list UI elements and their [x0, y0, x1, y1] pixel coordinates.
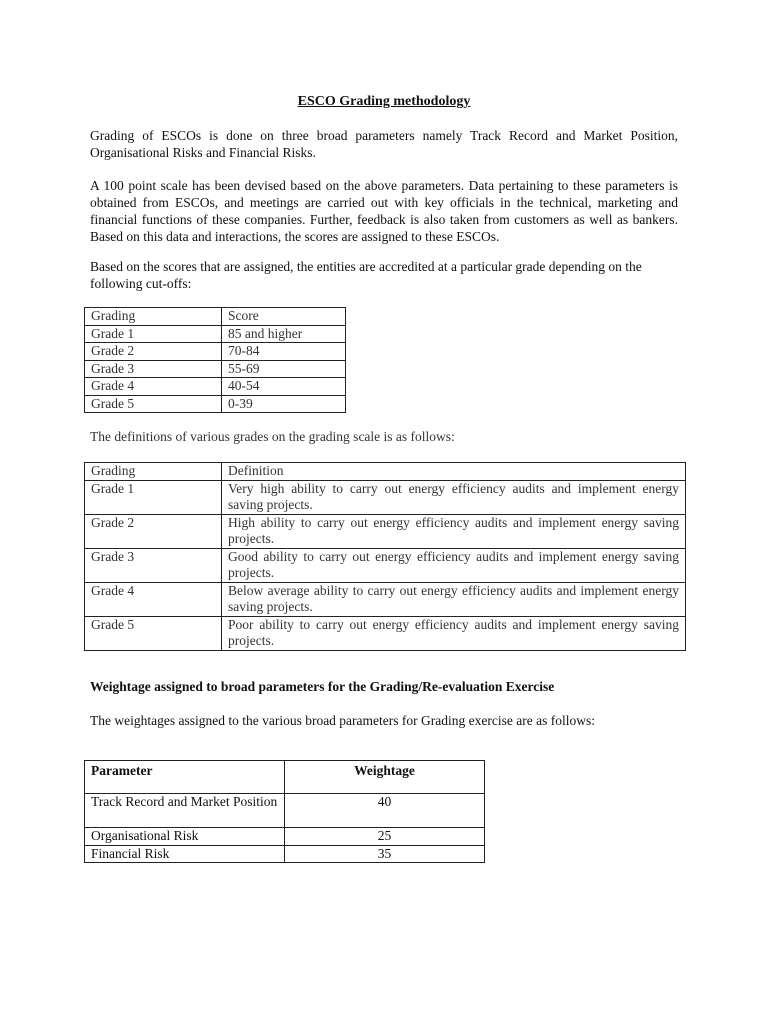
table-header-cell: Definition — [222, 463, 686, 481]
table-cell: Grade 2 — [85, 514, 222, 548]
table-cell: 55-69 — [222, 360, 346, 378]
table-cell: 40-54 — [222, 378, 346, 396]
table-cell: Grade 4 — [85, 378, 222, 396]
table-cell: 40 — [285, 794, 485, 828]
table-cell: Financial Risk — [85, 845, 285, 863]
table-row — [85, 395, 346, 413]
table-header-cell: Weightage — [285, 761, 485, 794]
table-row — [85, 480, 686, 514]
table-row — [85, 514, 686, 548]
table-cell: 35 — [285, 845, 485, 863]
page-title: ESCO Grading methodology — [297, 94, 471, 109]
scale-paragraph: A 100 point scale has been devised based on the above parameters. Data pertaining to these parameters is obtained from ESCOs, and meetings are carried out with key officials in the technical, marketing and financial functions of these companies. Further, feedback is also taken from customers as well as bankers. Based on this data and interactions, the scores are assigned to these ESCOs. — [90, 178, 678, 244]
table-row — [85, 794, 485, 828]
table-cell: Grade 5 — [85, 395, 222, 413]
table-row — [85, 343, 346, 361]
table-row — [85, 548, 686, 582]
table-cell: Good ability to carry out energy efficiency audits and implement energy saving projects. — [222, 548, 686, 582]
table-cell: 25 — [285, 828, 485, 846]
table-cell: Grade 1 — [85, 480, 222, 514]
table-cell: Grade 3 — [85, 360, 222, 378]
table-header-row — [85, 761, 485, 794]
table-header-cell: Grading — [85, 308, 222, 326]
weightage-intro-paragraph: The weightages assigned to the various broad parameters for Grading exercise are as follows: — [90, 713, 595, 728]
table-row — [85, 845, 485, 863]
table-cell: High ability to carry out energy efficiency audits and implement energy saving projects. — [222, 514, 686, 548]
definition-table — [84, 462, 686, 651]
table-cell: Very high ability to carry out energy efficiency audits and implement energy saving projects. — [222, 480, 686, 514]
table-row — [85, 582, 686, 616]
table-cell: Track Record and Market Position — [85, 794, 285, 828]
table-header-row — [85, 308, 346, 326]
table-row — [85, 378, 346, 396]
table-header-cell: Parameter — [85, 761, 285, 794]
table-header-row — [85, 463, 686, 481]
weightage-heading: Weightage assigned to broad parameters for the Grading/Re-evaluation Exercise — [90, 679, 555, 694]
table-cell: Grade 5 — [85, 616, 222, 650]
table-cell: Organisational Risk — [85, 828, 285, 846]
table-header-cell: Grading — [85, 463, 222, 481]
table-header-cell: Score — [222, 308, 346, 326]
table-cell: Grade 2 — [85, 343, 222, 361]
table-row — [85, 360, 346, 378]
cutoff-table — [84, 307, 346, 413]
table-cell: Below average ability to carry out energy efficiency audits and implement energy saving projects. — [222, 582, 686, 616]
cutoff-intro-paragraph: Based on the scores that are assigned, the entities are accredited at a particular grade depending on the following cut-offs: — [90, 259, 642, 291]
table-cell: 85 and higher — [222, 325, 346, 343]
intro-paragraph: Grading of ESCOs is done on three broad parameters namely Track Record and Market Position, Organisational Risks and Financial Risks. — [90, 128, 678, 160]
table-cell: 0-39 — [222, 395, 346, 413]
table-row — [85, 325, 346, 343]
table-cell: Grade 3 — [85, 548, 222, 582]
table-row — [85, 828, 485, 846]
table-cell: Grade 1 — [85, 325, 222, 343]
table-cell: Grade 4 — [85, 582, 222, 616]
weightage-table — [84, 760, 485, 863]
table-cell: 70-84 — [222, 343, 346, 361]
table-row — [85, 616, 686, 650]
definitions-intro-paragraph: The definitions of various grades on the grading scale is as follows: — [90, 429, 455, 444]
table-cell: Poor ability to carry out energy efficiency audits and implement energy saving projects. — [222, 616, 686, 650]
